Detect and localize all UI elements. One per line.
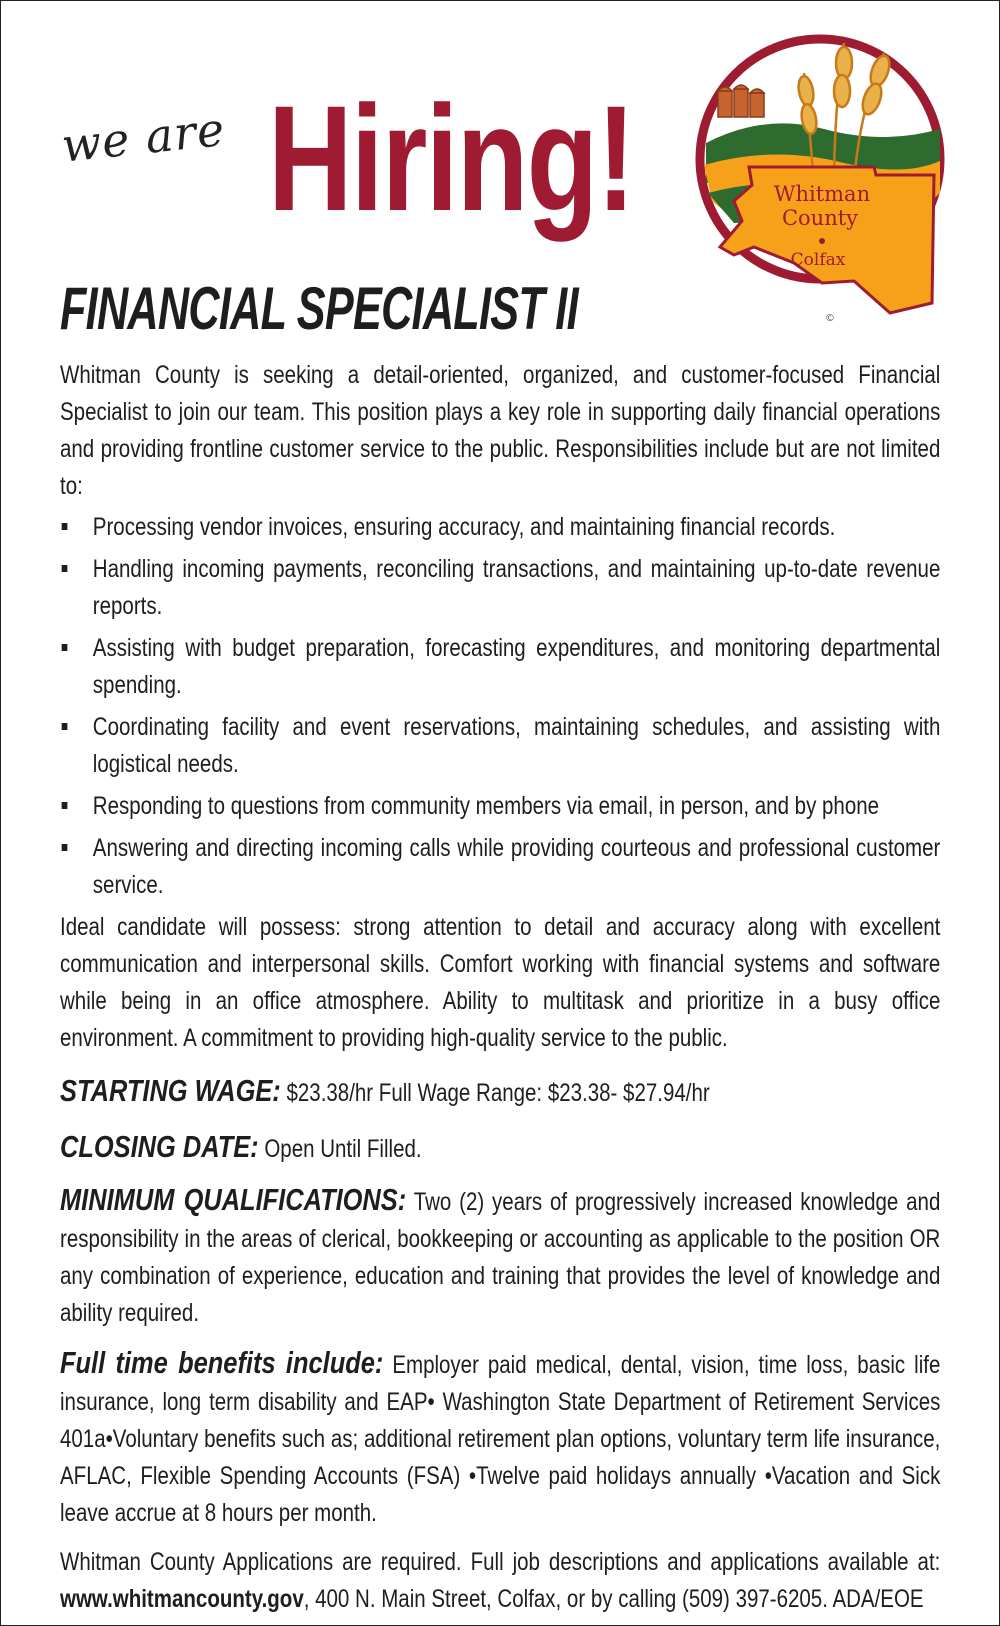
benefits-text: Employer paid medical, dental, vision, time loss, basic life insurance, long term disability and EAP• Washington State Department of Retirement Services 401a•Voluntary benefits such as; additional retirement plan options, voluntary term life insurance, AFLAC, Flexible Spending Accounts (FSA) •Twelve paid holidays annually •Vacation and Sick leave accrue at 8 hours per month. <box>60 1351 941 1527</box>
duty-item <box>60 788 940 825</box>
bullet-icon <box>62 565 68 572</box>
duty-text: Handling incoming payments, reconciling transactions, and maintaining up-to-date revenue reports. <box>92 555 941 620</box>
logo-line-colfax: Colfax <box>790 250 846 270</box>
bullet-icon <box>62 802 68 809</box>
whitman-county-logo <box>694 33 952 333</box>
posting-body <box>60 357 940 1618</box>
duty-item <box>60 709 940 783</box>
logo-line-county: County <box>781 206 859 230</box>
duties-list <box>60 509 940 904</box>
bullet-icon <box>62 523 68 530</box>
duty-text: Assisting with budget preparation, forecasting expenditures, and monitoring departmental spending. <box>92 634 941 699</box>
footer-text-start: Whitman County Applications are required. Full job descriptions and applications available at: <box>60 1548 941 1576</box>
we-are-script-text: we are <box>59 101 228 173</box>
logo-line-whitman: Whitman <box>773 182 871 206</box>
starting-wage-label: STARTING WAGE: <box>60 1073 281 1108</box>
job-title: FINANCIAL SPECIALIST II <box>60 275 578 342</box>
county-website-link[interactable]: www.whitmancounty.gov <box>60 1585 304 1613</box>
duty-item <box>60 551 940 625</box>
closing-date-label: CLOSING DATE: <box>60 1129 259 1164</box>
duty-item <box>60 509 940 546</box>
logo-copyright: © <box>825 313 835 324</box>
duty-item <box>60 830 940 904</box>
minimum-qualifications-text: Two (2) years of progressively increased knowledge and responsibility in the areas of clerical, bookkeeping or accounting as applicable to the position OR any combination of experience, education and training that provides the level of knowledge and ability required. <box>60 1188 941 1327</box>
benefits-label: Full time benefits include: <box>60 1345 384 1380</box>
starting-wage-value: $23.38/hr Full Wage Range: $23.38- $27.94/hr <box>286 1079 710 1107</box>
minimum-qualifications-paragraph <box>60 1181 940 1332</box>
starting-wage-line <box>60 1071 940 1113</box>
closing-date-value: Open Until Filled. <box>264 1135 422 1163</box>
hiring-headline: Hiring! <box>268 74 635 242</box>
duty-text: Processing vendor invoices, ensuring accuracy, and maintaining financial records. <box>92 513 836 541</box>
benefits-paragraph <box>60 1344 940 1532</box>
footer-text-end: , 400 N. Main Street, Colfax, or by calling (509) 397-6205. ADA/EOE <box>303 1585 924 1613</box>
intro-paragraph: Whitman County is seeking a detail-oriented, organized, and customer-focused Financial Specialist to join our team. This position plays a key role in supporting daily financial operations and providing frontline customer service to the public. Responsibilities include but are not limited to: <box>60 361 941 500</box>
bullet-icon <box>62 723 68 730</box>
duty-item <box>60 630 940 704</box>
closing-date-line <box>60 1127 940 1169</box>
bullet-icon <box>62 644 68 651</box>
duty-text: Responding to questions from community members via email, in person, and by phone <box>92 792 880 820</box>
bullet-icon <box>62 844 68 851</box>
posting-body-inner <box>60 357 940 1618</box>
duty-text: Answering and directing incoming calls while providing courteous and professional customer service. <box>92 834 941 899</box>
minimum-qualifications-label: MINIMUM QUALIFICATIONS: <box>60 1182 407 1217</box>
duty-text: Coordinating facility and event reservations, maintaining schedules, and assisting with logistical needs. <box>92 713 941 778</box>
footer-paragraph <box>60 1544 940 1618</box>
ideal-candidate-paragraph: Ideal candidate will possess: strong attention to detail and accuracy along with excellent communication and interpersonal skills. Comfort working with financial systems and software while being in an office atmosphere. Ability to multitask and prioritize in a busy office environment. A commitment to providing high-quality service to the public. <box>60 913 941 1052</box>
